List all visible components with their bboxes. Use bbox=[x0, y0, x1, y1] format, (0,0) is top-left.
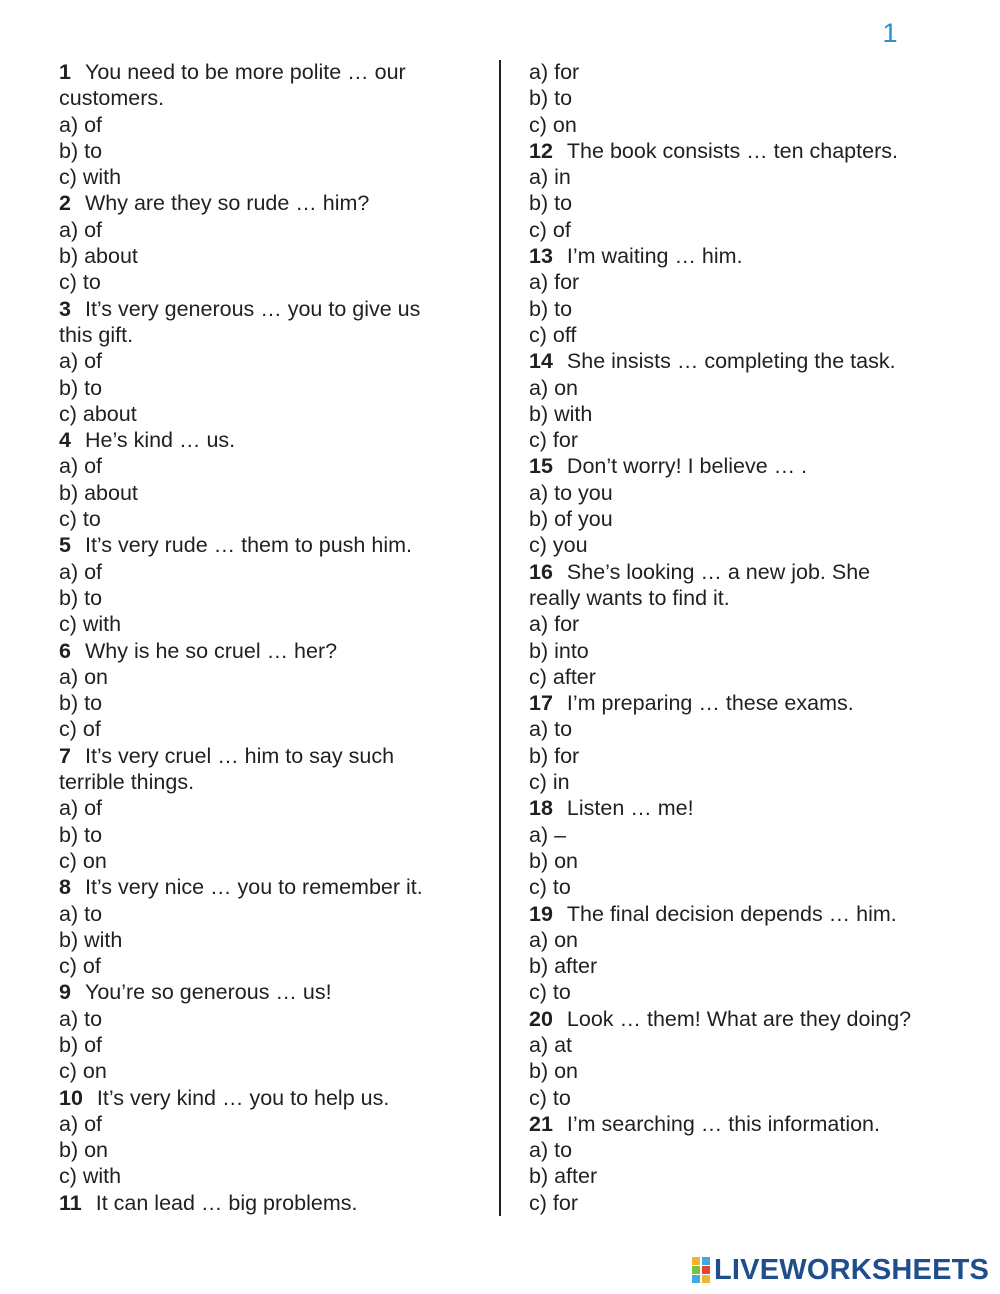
answer-option bbox=[59, 506, 479, 532]
answer-option bbox=[529, 638, 969, 664]
line-text: c) to bbox=[59, 507, 101, 532]
line-text: She’s looking … a new job. She bbox=[566, 559, 871, 584]
line-text: b) to bbox=[59, 375, 103, 400]
question-line bbox=[59, 190, 479, 216]
line-text: c) off bbox=[529, 322, 577, 347]
line-text: b) after bbox=[529, 954, 598, 979]
answer-option bbox=[59, 375, 479, 401]
question-number: 1 bbox=[59, 60, 71, 84]
answer-option bbox=[529, 848, 969, 874]
question-number: 16 bbox=[529, 559, 553, 584]
line-text: b) with bbox=[59, 927, 123, 952]
question-number: 10 bbox=[59, 1085, 83, 1110]
answer-option bbox=[529, 532, 969, 558]
line-text: You’re so generous … us! bbox=[84, 980, 332, 1005]
line-text: c) for bbox=[529, 428, 578, 453]
line-text: a) for bbox=[529, 270, 580, 295]
answer-option bbox=[529, 269, 969, 295]
question-number: 17 bbox=[529, 691, 553, 716]
answer-option bbox=[529, 769, 969, 795]
line-text: Why is he so cruel … her? bbox=[84, 638, 338, 663]
question-number: 21 bbox=[529, 1111, 553, 1136]
line-text: b) for bbox=[529, 743, 580, 768]
line-text: a) to you bbox=[529, 480, 613, 505]
line-text: b) to bbox=[59, 822, 103, 847]
answer-option bbox=[59, 1137, 479, 1163]
line-text: c) to bbox=[529, 980, 571, 1005]
line-text: c) to bbox=[59, 270, 101, 295]
question-line bbox=[529, 453, 969, 479]
question-line bbox=[59, 296, 479, 322]
question-line bbox=[529, 243, 969, 269]
answer-option bbox=[529, 979, 969, 1005]
question-line bbox=[59, 532, 479, 558]
question-number: 13 bbox=[529, 244, 553, 269]
answer-option bbox=[529, 322, 969, 348]
question-column-left bbox=[59, 59, 479, 1216]
line-text: b) of bbox=[59, 1032, 103, 1057]
line-text: this gift. bbox=[59, 322, 134, 347]
line-text: a) on bbox=[529, 375, 579, 400]
line-text: a) at bbox=[529, 1032, 573, 1057]
answer-option bbox=[529, 822, 969, 848]
question-column-right bbox=[529, 59, 969, 1216]
question-line bbox=[59, 427, 479, 453]
answer-option bbox=[59, 401, 479, 427]
question-line bbox=[59, 1190, 479, 1216]
question-line bbox=[529, 585, 969, 611]
line-text: a) of bbox=[59, 1111, 103, 1136]
line-text: customers. bbox=[59, 86, 165, 111]
answer-option bbox=[59, 664, 479, 690]
question-line bbox=[59, 874, 479, 900]
answer-option bbox=[59, 480, 479, 506]
answer-option bbox=[529, 716, 969, 742]
question-number: 15 bbox=[529, 454, 553, 479]
line-text: a) of bbox=[59, 112, 103, 137]
line-text: The book consists … ten chapters. bbox=[566, 138, 898, 163]
line-text: c) to bbox=[529, 875, 571, 900]
question-line bbox=[529, 559, 969, 585]
line-text: It’s very rude … them to push him. bbox=[84, 533, 412, 558]
question-line bbox=[529, 795, 969, 821]
line-text: c) of bbox=[59, 717, 101, 742]
answer-option bbox=[529, 480, 969, 506]
question-line bbox=[529, 1006, 969, 1032]
answer-option bbox=[529, 375, 969, 401]
liveworksheets-logo-icon bbox=[692, 1257, 710, 1283]
answer-option bbox=[529, 401, 969, 427]
line-text: I’m searching … this information. bbox=[566, 1111, 880, 1136]
line-text: a) of bbox=[59, 559, 103, 584]
answer-option bbox=[59, 822, 479, 848]
line-text: b) to bbox=[529, 296, 573, 321]
line-text: b) with bbox=[529, 401, 593, 426]
line-text: b) of you bbox=[529, 507, 613, 532]
question-number: 11 bbox=[59, 1190, 82, 1215]
line-text: c) of bbox=[59, 954, 101, 979]
question-number: 5 bbox=[59, 533, 71, 558]
question-line bbox=[529, 901, 969, 927]
question-line bbox=[59, 85, 479, 111]
answer-option bbox=[59, 269, 479, 295]
line-text: The final decision depends … him. bbox=[566, 901, 897, 926]
line-text: I’m waiting … him. bbox=[566, 244, 743, 269]
line-text: c) on bbox=[529, 112, 577, 137]
line-text: b) to bbox=[529, 191, 573, 216]
answer-option bbox=[529, 112, 969, 138]
line-text: It’s very kind … you to help us. bbox=[96, 1085, 390, 1110]
line-text: c) on bbox=[59, 1059, 107, 1084]
line-text: a) on bbox=[529, 927, 579, 952]
answer-option bbox=[59, 716, 479, 742]
line-text: c) in bbox=[529, 770, 570, 795]
line-text: a) of bbox=[59, 349, 103, 374]
line-text: b) to bbox=[59, 691, 103, 716]
line-text: a) – bbox=[529, 822, 567, 847]
question-number: 19 bbox=[529, 901, 553, 926]
line-text: c) on bbox=[59, 848, 107, 873]
answer-option bbox=[529, 1190, 969, 1216]
answer-option bbox=[59, 453, 479, 479]
answer-option bbox=[59, 927, 479, 953]
line-text: a) on bbox=[59, 664, 109, 689]
line-text: a) for bbox=[529, 60, 580, 84]
column-divider bbox=[499, 60, 501, 1216]
answer-option bbox=[529, 927, 969, 953]
page-number: 1 bbox=[882, 18, 898, 48]
answer-option bbox=[529, 59, 969, 85]
line-text: terrible things. bbox=[59, 770, 195, 795]
line-text: b) about bbox=[59, 244, 138, 269]
line-text: Don’t worry! I believe … . bbox=[566, 454, 808, 479]
answer-option bbox=[59, 1006, 479, 1032]
answer-option bbox=[529, 1163, 969, 1189]
answer-option bbox=[529, 874, 969, 900]
line-text: I’m preparing … these exams. bbox=[566, 691, 854, 716]
question-line bbox=[529, 1111, 969, 1137]
question-number: 4 bbox=[59, 428, 71, 453]
answer-option bbox=[59, 848, 479, 874]
question-line bbox=[59, 743, 479, 769]
question-line bbox=[529, 138, 969, 164]
question-line bbox=[59, 769, 479, 795]
question-line bbox=[59, 979, 479, 1005]
line-text: She insists … completing the task. bbox=[566, 349, 896, 374]
line-text: Why are they so rude … him? bbox=[84, 191, 370, 216]
question-number: 12 bbox=[529, 138, 553, 163]
answer-option bbox=[59, 611, 479, 637]
answer-option bbox=[59, 138, 479, 164]
answer-option bbox=[529, 217, 969, 243]
question-number: 2 bbox=[59, 191, 71, 216]
line-text: c) to bbox=[529, 1085, 571, 1110]
line-text: b) on bbox=[529, 1059, 579, 1084]
question-number: 18 bbox=[529, 796, 553, 821]
answer-option bbox=[529, 1032, 969, 1058]
answer-option bbox=[59, 1058, 479, 1084]
question-line bbox=[59, 59, 479, 85]
question-line bbox=[529, 690, 969, 716]
line-text: It’s very cruel … him to say such bbox=[84, 743, 395, 768]
question-number: 6 bbox=[59, 638, 71, 663]
answer-option bbox=[529, 190, 969, 216]
line-text: b) to bbox=[59, 138, 103, 163]
answer-option bbox=[529, 1058, 969, 1084]
answer-option bbox=[59, 164, 479, 190]
line-text: b) into bbox=[529, 638, 589, 663]
line-text: a) to bbox=[529, 1138, 573, 1163]
line-text: a) to bbox=[529, 717, 573, 742]
answer-option bbox=[529, 664, 969, 690]
question-line bbox=[529, 348, 969, 374]
question-line bbox=[59, 322, 479, 348]
answer-option bbox=[529, 164, 969, 190]
answer-option bbox=[529, 296, 969, 322]
line-text: c) of bbox=[529, 217, 571, 242]
line-text: a) to bbox=[59, 901, 103, 926]
line-text: c) with bbox=[59, 1164, 122, 1189]
line-text: It can lead … big problems. bbox=[95, 1190, 358, 1215]
answer-option bbox=[59, 690, 479, 716]
logo-text: LIVEWORKSHEETS bbox=[714, 1253, 990, 1286]
answer-option bbox=[59, 795, 479, 821]
line-text: c) you bbox=[529, 533, 588, 558]
answer-option bbox=[529, 1085, 969, 1111]
line-text: Listen … me! bbox=[566, 796, 694, 821]
answer-option bbox=[529, 953, 969, 979]
line-text: a) of bbox=[59, 217, 103, 242]
question-number: 3 bbox=[59, 296, 71, 321]
line-text: It’s very nice … you to remember it. bbox=[84, 875, 423, 900]
line-text: c) after bbox=[529, 664, 596, 689]
line-text: c) with bbox=[59, 612, 122, 637]
answer-option bbox=[529, 743, 969, 769]
answer-option bbox=[529, 85, 969, 111]
answer-option bbox=[59, 585, 479, 611]
answer-option bbox=[59, 112, 479, 138]
line-text: You need to be more polite … our bbox=[84, 60, 406, 84]
answer-option bbox=[59, 1163, 479, 1189]
answer-option bbox=[59, 1032, 479, 1058]
liveworksheets-logo bbox=[692, 1255, 989, 1285]
answer-option bbox=[529, 611, 969, 637]
answer-option bbox=[59, 559, 479, 585]
line-text: b) to bbox=[59, 585, 103, 610]
question-line bbox=[59, 1085, 479, 1111]
question-number: 9 bbox=[59, 980, 71, 1005]
line-text: b) about bbox=[59, 480, 138, 505]
line-text: c) with bbox=[59, 165, 122, 190]
answer-option bbox=[59, 348, 479, 374]
question-number: 8 bbox=[59, 875, 71, 900]
line-text: b) after bbox=[529, 1164, 598, 1189]
answer-option bbox=[59, 953, 479, 979]
answer-option bbox=[59, 243, 479, 269]
answer-option bbox=[529, 506, 969, 532]
question-number: 7 bbox=[59, 743, 71, 768]
line-text: He’s kind … us. bbox=[84, 428, 236, 453]
answer-option bbox=[529, 427, 969, 453]
answer-option bbox=[59, 901, 479, 927]
line-text: a) to bbox=[59, 1006, 103, 1031]
line-text: really wants to find it. bbox=[529, 585, 730, 610]
answer-option bbox=[529, 1137, 969, 1163]
question-line bbox=[59, 638, 479, 664]
question-number: 14 bbox=[529, 349, 553, 374]
line-text: c) about bbox=[59, 401, 137, 426]
line-text: b) on bbox=[59, 1138, 109, 1163]
line-text: a) in bbox=[529, 165, 571, 190]
line-text: c) for bbox=[529, 1190, 578, 1215]
question-number: 20 bbox=[529, 1006, 553, 1031]
answer-option bbox=[59, 217, 479, 243]
line-text: a) of bbox=[59, 454, 103, 479]
line-text: a) for bbox=[529, 612, 580, 637]
answer-option bbox=[59, 1111, 479, 1137]
line-text: It’s very generous … you to give us bbox=[84, 296, 421, 321]
line-text: b) on bbox=[529, 848, 579, 873]
line-text: Look … them! What are they doing? bbox=[566, 1006, 912, 1031]
line-text: a) of bbox=[59, 796, 103, 821]
line-text: b) to bbox=[529, 86, 573, 111]
